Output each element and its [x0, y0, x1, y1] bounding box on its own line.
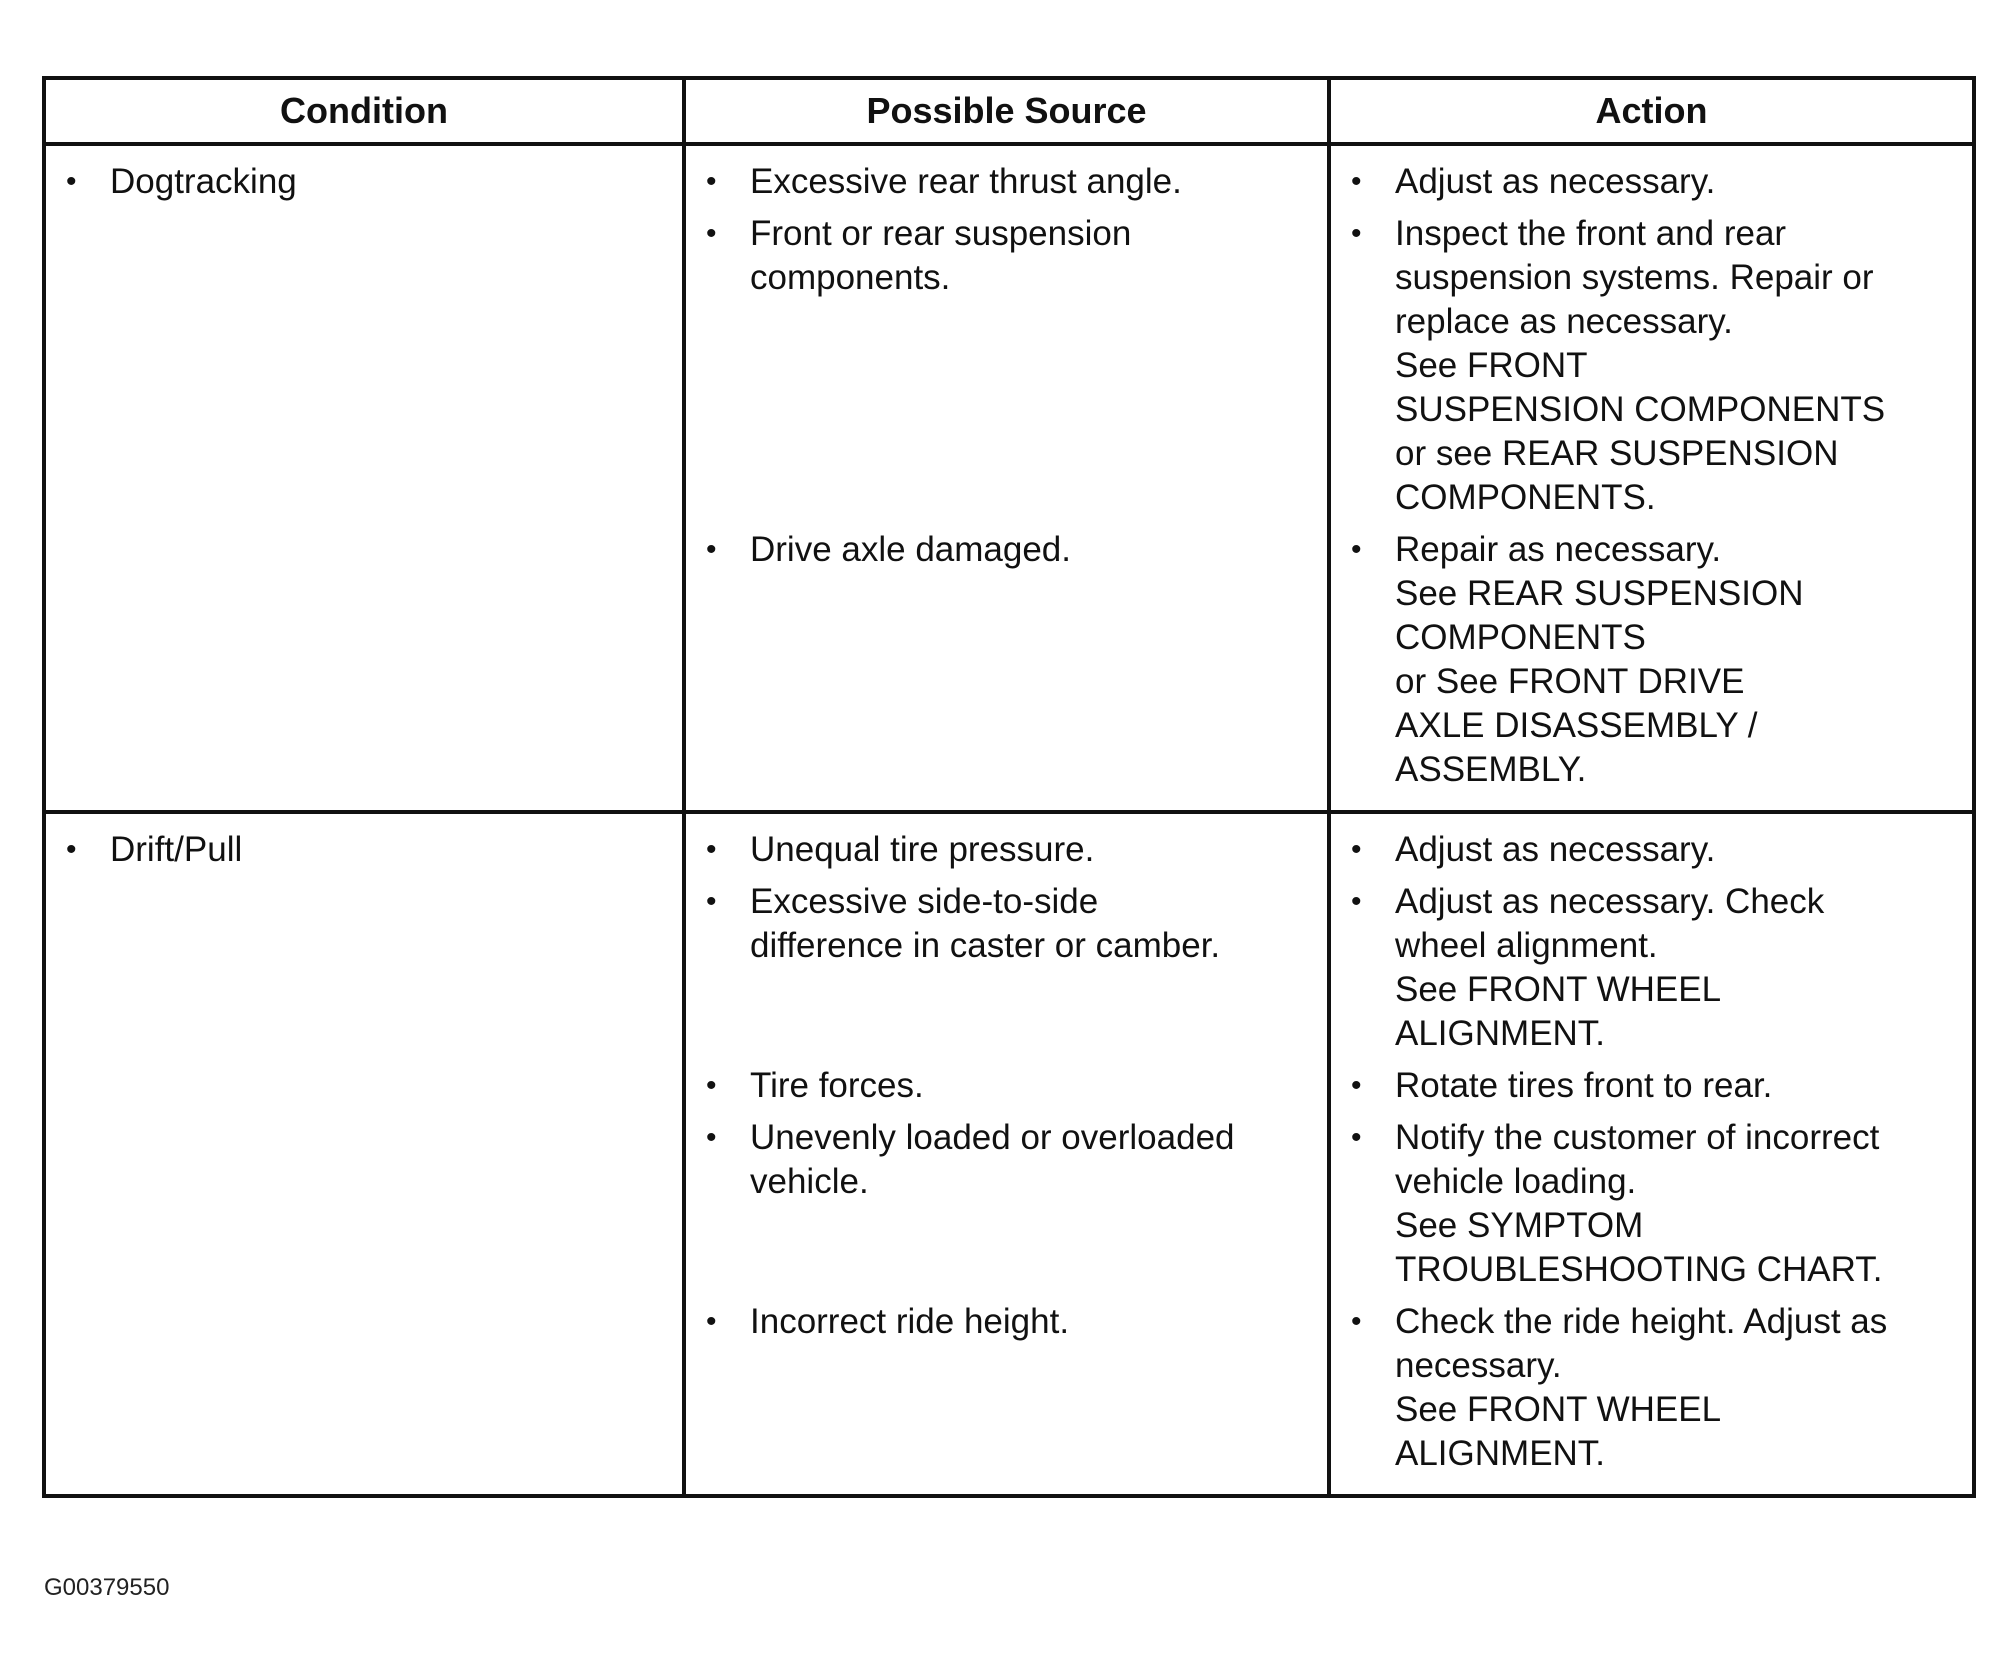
source-entry — [690, 828, 1327, 880]
text-line: difference in caster or camber. — [750, 926, 1221, 965]
header-condition: Condition — [44, 78, 684, 144]
condition-label: Dogtracking — [110, 162, 297, 201]
possible-source-cell — [684, 812, 1329, 1496]
source-entry — [690, 880, 1327, 1064]
text-line: See FRONT — [1395, 346, 1588, 385]
text-line: Check the ride height. Adjust as — [1395, 1302, 1888, 1341]
source-entry-text — [750, 880, 1327, 968]
source-entry-text — [750, 828, 1327, 872]
text-line: TROUBLESHOOTING CHART. — [1395, 1250, 1883, 1289]
possible-source-cell — [684, 144, 1329, 812]
action-entry-text — [1395, 828, 1972, 872]
text-line: suspension systems. Repair or — [1395, 258, 1874, 297]
table-body — [44, 144, 1974, 1496]
bullet-icon: • — [1351, 165, 1362, 198]
condition-cell — [44, 812, 684, 1496]
action-entry — [1335, 212, 1972, 528]
source-entry-text — [750, 1300, 1327, 1344]
text-line: Adjust as necessary. Check — [1395, 882, 1825, 921]
action-entry-text — [1395, 1116, 1972, 1292]
action-entry — [1335, 1300, 1972, 1484]
source-entry-text — [750, 528, 1327, 572]
text-line: replace as necessary. — [1395, 302, 1733, 341]
figure-id: G00379550 — [44, 1574, 170, 1601]
bullet-icon: • — [1351, 885, 1362, 918]
action-entry-text — [1395, 880, 1972, 1056]
text-line: components. — [750, 258, 951, 297]
source-entry-text — [750, 1116, 1327, 1204]
bullet-icon: • — [706, 533, 717, 566]
action-entry-text — [1395, 528, 1972, 792]
action-cell — [1329, 812, 1974, 1496]
text-line: AXLE DISASSEMBLY / — [1395, 706, 1758, 745]
source-entry — [690, 160, 1327, 212]
bullet-icon: • — [1351, 533, 1362, 566]
text-line: Drive axle damaged. — [750, 530, 1071, 569]
bullet-icon: • — [706, 833, 717, 866]
bullet-icon: • — [706, 217, 717, 250]
text-line: ASSEMBLY. — [1395, 750, 1587, 789]
text-line: Repair as necessary. — [1395, 530, 1722, 569]
source-entry-text — [750, 212, 1327, 300]
text-line: See FRONT WHEEL — [1395, 1390, 1722, 1429]
source-entry-text — [750, 160, 1327, 204]
bullet-icon: • — [1351, 217, 1362, 250]
bullet-icon: • — [706, 1069, 717, 1102]
diagnosis-table — [42, 76, 1976, 1498]
text-line: ALIGNMENT. — [1395, 1014, 1606, 1053]
bullet-icon: • — [66, 165, 77, 198]
text-line: Adjust as necessary. — [1395, 830, 1716, 869]
text-line: Inspect the front and rear — [1395, 214, 1787, 253]
text-line: necessary. — [1395, 1346, 1562, 1385]
source-entry — [690, 528, 1327, 800]
table-row — [44, 812, 1974, 1496]
source-entry-text — [750, 1064, 1327, 1108]
condition-cell — [44, 144, 684, 812]
text-line: See SYMPTOM — [1395, 1206, 1644, 1245]
bullet-icon: • — [1351, 1121, 1362, 1154]
action-entry — [1335, 828, 1972, 880]
text-line: See FRONT WHEEL — [1395, 970, 1722, 1009]
text-line: Adjust as necessary. — [1395, 162, 1716, 201]
table-row — [44, 144, 1974, 812]
bullet-icon: • — [706, 1121, 717, 1154]
text-line: vehicle. — [750, 1162, 869, 1201]
action-entry — [1335, 1116, 1972, 1300]
bullet-icon: • — [1351, 1069, 1362, 1102]
bullet-icon: • — [706, 1305, 717, 1338]
source-entry — [690, 1064, 1327, 1116]
bullet-icon: • — [706, 165, 717, 198]
header-row — [44, 78, 1974, 144]
action-entry — [1335, 1064, 1972, 1116]
action-entry-text — [1395, 160, 1972, 204]
action-entry — [1335, 160, 1972, 212]
text-line: or See FRONT DRIVE — [1395, 662, 1745, 701]
text-line: vehicle loading. — [1395, 1162, 1637, 1201]
action-entry-text — [1395, 1064, 1972, 1108]
text-line: See REAR SUSPENSION — [1395, 574, 1804, 613]
source-entry — [690, 1300, 1327, 1484]
bullet-icon: • — [66, 833, 77, 866]
text-line: Front or rear suspension — [750, 214, 1132, 253]
source-entry — [690, 1116, 1327, 1300]
action-cell — [1329, 144, 1974, 812]
condition-label: Drift/Pull — [110, 830, 243, 869]
text-line: Rotate tires front to rear. — [1395, 1066, 1773, 1105]
bullet-icon: • — [1351, 833, 1362, 866]
condition-entry — [50, 160, 682, 204]
text-line: ALIGNMENT. — [1395, 1434, 1606, 1473]
bullet-icon: • — [1351, 1305, 1362, 1338]
source-entry — [690, 212, 1327, 528]
text-line: Excessive side-to-side — [750, 882, 1099, 921]
text-line: COMPONENTS. — [1395, 478, 1656, 517]
text-line: COMPONENTS — [1395, 618, 1646, 657]
header-possible-source: Possible Source — [684, 78, 1329, 144]
condition-entry — [50, 828, 682, 872]
text-line: Tire forces. — [750, 1066, 924, 1105]
action-entry — [1335, 528, 1972, 800]
action-entry-text — [1395, 212, 1972, 520]
text-line: SUSPENSION COMPONENTS — [1395, 390, 1886, 429]
text-line: Unevenly loaded or overloaded — [750, 1118, 1235, 1157]
header-action: Action — [1329, 78, 1974, 144]
text-line: wheel alignment. — [1395, 926, 1658, 965]
text-line: or see REAR SUSPENSION — [1395, 434, 1839, 473]
action-entry — [1335, 880, 1972, 1064]
bullet-icon: • — [706, 885, 717, 918]
text-line: Notify the customer of incorrect — [1395, 1118, 1880, 1157]
text-line: Excessive rear thrust angle. — [750, 162, 1182, 201]
action-entry-text — [1395, 1300, 1972, 1476]
text-line: Unequal tire pressure. — [750, 830, 1095, 869]
text-line: Incorrect ride height. — [750, 1302, 1070, 1341]
